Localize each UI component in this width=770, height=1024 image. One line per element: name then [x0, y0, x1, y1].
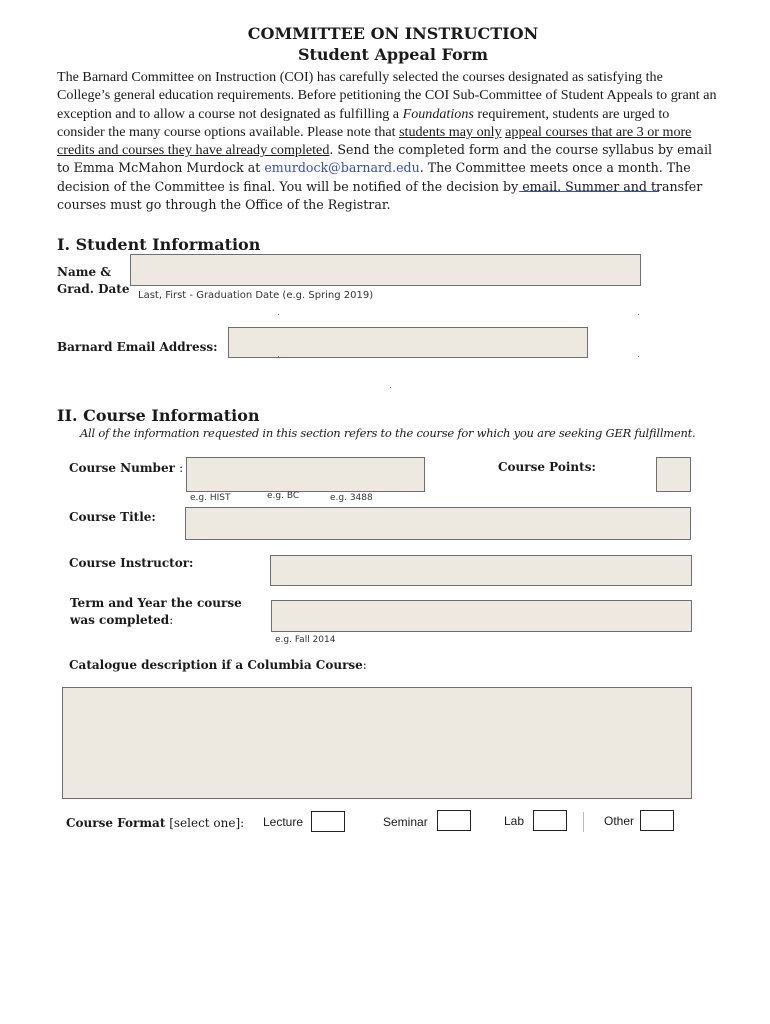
- catalogue-label: Catalogue description if a Columbia Course:: [69, 658, 367, 672]
- course-points-input[interactable]: [656, 457, 691, 492]
- intro-paragraph: [57, 68, 717, 214]
- section-course-subtitle: All of the information requested in this section refers to the course for which you are seeking GER fulfillment.: [80, 426, 696, 440]
- email-input[interactable]: [228, 327, 588, 358]
- hint-dept: e.g. HIST: [190, 493, 231, 503]
- format-option-lecture: Lecture: [263, 815, 304, 829]
- intro-foundations: Foundations: [402, 105, 474, 122]
- intro-text-1: The Barnard Committee on Instruction (COI) has carefully selected the courses designated as satisfying the College’s general education requirements. Before petitioning the COI Sub-Committee of Student Appeals to grant an exception and to allow a course not designated as fulfilling a: [57, 69, 717, 122]
- format-option-seminar: Seminar: [383, 815, 428, 829]
- email-label: Barnard Email Address:: [57, 340, 218, 354]
- other-checkbox[interactable]: [640, 810, 674, 831]
- email-link[interactable]: emurdock@barnard.edu: [264, 160, 420, 176]
- intro-underline-1: students may only: [399, 123, 502, 140]
- section-course-heading: II. Course Information: [57, 406, 260, 425]
- intro-text-4: . The Committee meets once a month. The decision of the Committee is final. You will be notified of the decision by email. Summer and transfer courses must go through the Office of the Registrar.: [57, 160, 703, 213]
- section-student-heading: I. Student Information: [57, 235, 261, 254]
- intro-text-2: requirement, students are urged to consider the many course options available. Please note that: [57, 105, 670, 140]
- intro-text-3: . Send the completed form and the course syllabus by email to Emma McMahon Murdock at: [57, 142, 713, 176]
- course-format-label: Course Format [select one]:: [66, 816, 245, 830]
- seminar-checkbox[interactable]: [437, 810, 471, 831]
- hint-number: e.g. 3488: [330, 493, 373, 503]
- term-hint: e.g. Fall 2014: [275, 635, 336, 645]
- dot-mark: [278, 314, 279, 315]
- course-number-input[interactable]: [186, 457, 425, 492]
- course-instructor-input[interactable]: [270, 555, 692, 586]
- dot-mark: [638, 314, 639, 315]
- course-title-input[interactable]: [185, 507, 691, 540]
- catalogue-description-textarea[interactable]: [62, 687, 692, 799]
- course-instructor-label: Course Instructor:: [69, 556, 194, 570]
- intro-underline-2: appeal courses that are 3 or more credits and courses they have already completed: [57, 123, 692, 159]
- format-option-lab: Lab: [504, 814, 525, 828]
- name-label: Name & Grad. Date: [57, 265, 130, 296]
- link-underline: [519, 191, 659, 192]
- course-title-label: Course Title:: [69, 510, 156, 524]
- dot-mark: [638, 356, 639, 357]
- form-title: COMMITTEE ON INSTRUCTION: [247, 24, 539, 43]
- hint-school: e.g. BC: [267, 491, 300, 501]
- dot-mark: [278, 356, 279, 357]
- term-year-label: Term and Year the course was completed:: [70, 596, 242, 627]
- term-year-input[interactable]: [271, 600, 692, 632]
- format-option-other: Other: [604, 814, 635, 828]
- lab-checkbox[interactable]: [533, 810, 567, 831]
- form-subtitle: Student Appeal Form: [297, 45, 489, 64]
- name-hint: Last, First - Graduation Date (e.g. Spring 2019): [138, 290, 374, 301]
- course-number-label: Course Number :: [69, 461, 184, 475]
- name-grad-date-input[interactable]: [130, 254, 641, 286]
- course-points-label: Course Points:: [498, 460, 596, 474]
- lecture-checkbox[interactable]: [311, 811, 345, 832]
- dot-mark: [390, 387, 391, 388]
- format-divider: [583, 812, 584, 832]
